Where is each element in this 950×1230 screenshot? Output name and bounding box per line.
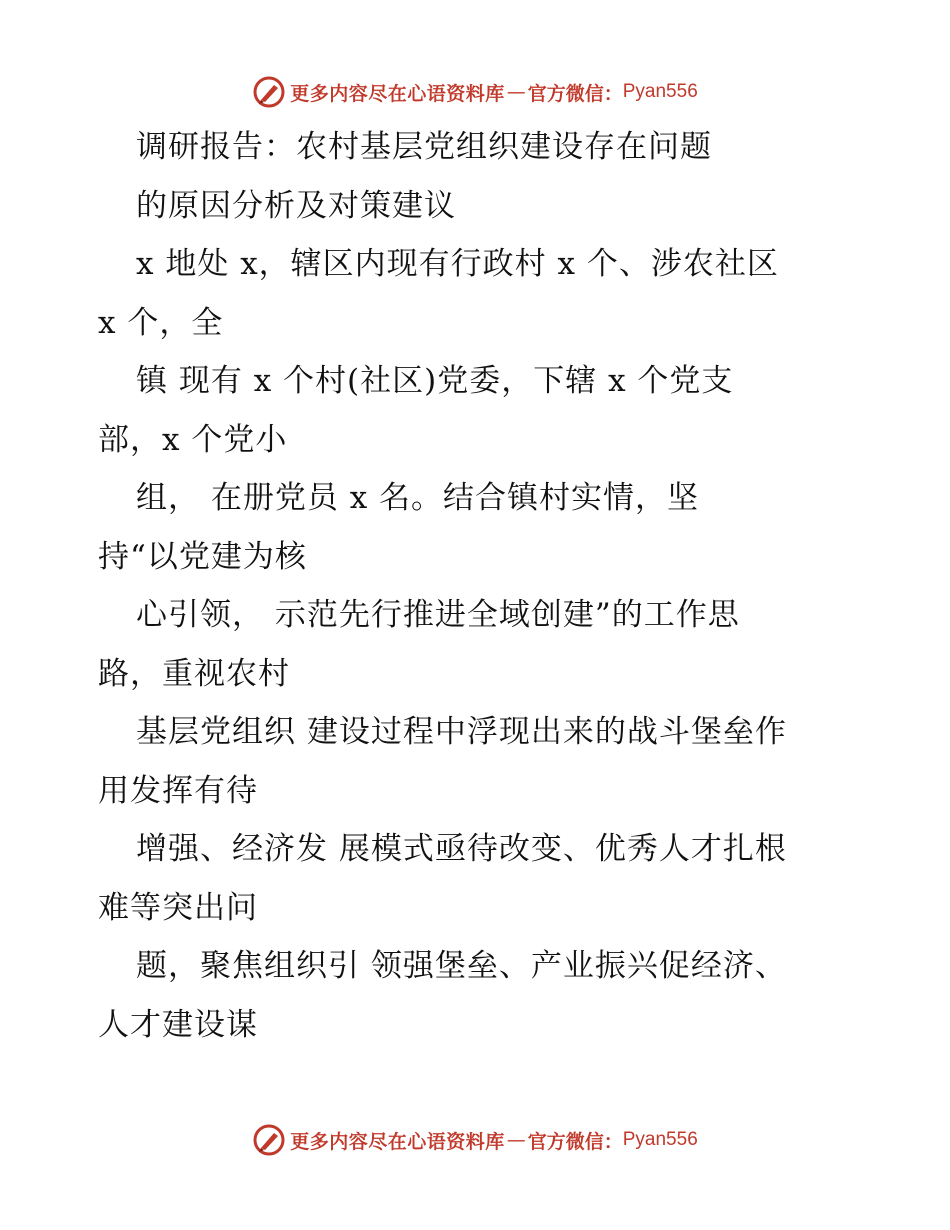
banner-text: 更多内容尽在心语资料库: [290, 1130, 505, 1153]
banner-text: 更多内容尽在心语资料库: [290, 82, 505, 105]
text-line: 镇 现有 x 个村(社区)党委，下辖 x 个党支: [136, 363, 734, 399]
text-line: 增强、经济发 展模式亟待改变、优秀人才扎根: [136, 831, 787, 867]
text-line: 调研报告：农村基层党组织建设存在问题: [136, 129, 712, 165]
text-line: 持“以党建为核: [98, 538, 307, 575]
text-line: 路，重视农村: [98, 655, 290, 692]
pen-logo-icon: [252, 1123, 286, 1157]
text-line: 的原因分析及对策建议: [136, 187, 456, 224]
text-line: 用发挥有待: [98, 772, 258, 809]
text-line: 基层党组织 建设过程中浮现出来的战斗堡垒作: [136, 714, 787, 750]
banner-label: 官方微信：: [527, 1130, 623, 1153]
banner-wechat-id: Pyan556: [622, 1129, 698, 1150]
text-line: x 地处 x，辖区内现有行政村 x 个、涉农社区: [136, 246, 779, 282]
header-banner: [0, 72, 950, 112]
text-line: x 个，全: [98, 304, 224, 341]
text-line: 难等突出问: [98, 889, 258, 926]
text-line: 人才建设谋: [98, 1006, 258, 1043]
banner-separator: —: [506, 1129, 526, 1151]
banner-wechat-id: Pyan556: [622, 81, 698, 102]
footer-banner: [0, 1120, 950, 1160]
text-line: 心引领， 示范先行推进全域创建”的工作思: [136, 597, 740, 633]
banner-label: 官方微信：: [527, 82, 623, 105]
banner-separator: —: [506, 81, 526, 103]
text-line: 部，x 个党小: [98, 421, 288, 458]
pen-logo-icon: [252, 75, 286, 109]
text-line: 题，聚焦组织引 领强堡垒、产业振兴促经济、: [136, 948, 787, 984]
text-line: 组， 在册党员 x 名。结合镇村实情，坚: [136, 480, 700, 516]
